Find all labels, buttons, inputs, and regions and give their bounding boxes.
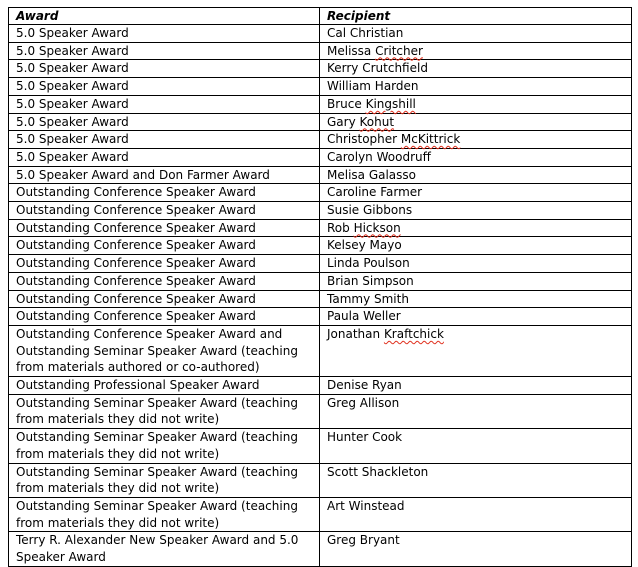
recipient-cell: Brian Simpson xyxy=(320,272,632,290)
award-cell: Outstanding Conference Speaker Award xyxy=(9,308,320,326)
award-cell: Outstanding Conference Speaker Award xyxy=(9,184,320,202)
spellcheck-underline: Kohut xyxy=(359,114,395,129)
award-cell: Outstanding Conference Speaker Award xyxy=(9,290,320,308)
table-row xyxy=(9,394,632,428)
table-row xyxy=(9,78,632,96)
table-row xyxy=(9,202,632,220)
award-cell: Outstanding Conference Speaker Award xyxy=(9,219,320,237)
spellcheck-underline: McKittrick xyxy=(400,132,461,147)
recipient-cell: Melissa Critcher xyxy=(320,42,632,60)
table-row xyxy=(9,325,632,376)
spellcheck-underline: Hickson xyxy=(353,220,401,235)
recipient-cell: Kerry Crutchfield xyxy=(320,60,632,78)
awards-table xyxy=(8,7,632,567)
award-cell: 5.0 Speaker Award xyxy=(9,113,320,131)
recipient-cell: Cal Christian xyxy=(320,25,632,43)
table-row xyxy=(9,429,632,463)
table-row xyxy=(9,290,632,308)
header-row xyxy=(9,8,632,25)
award-cell: 5.0 Speaker Award xyxy=(9,42,320,60)
recipient-cell: Caroline Farmer xyxy=(320,184,632,202)
award-cell: 5.0 Speaker Award and Don Farmer Award xyxy=(9,166,320,184)
spellcheck-underline: Critcher xyxy=(375,43,423,58)
award-cell: 5.0 Speaker Award xyxy=(9,148,320,166)
table-row xyxy=(9,532,632,566)
table-row xyxy=(9,184,632,202)
table-row xyxy=(9,166,632,184)
recipient-cell: Hunter Cook xyxy=(320,429,632,463)
table-row xyxy=(9,377,632,395)
award-cell: 5.0 Speaker Award xyxy=(9,131,320,149)
table-row xyxy=(9,237,632,255)
recipient-cell: Jonathan Kraftchick xyxy=(320,325,632,376)
recipient-cell: Christopher McKittrick xyxy=(320,131,632,149)
award-cell: Outstanding Professional Speaker Award xyxy=(9,377,320,395)
award-cell: Outstanding Seminar Speaker Award (teaching from materials they did not write) xyxy=(9,394,320,428)
table-row xyxy=(9,497,632,531)
recipient-cell: Scott Shackleton xyxy=(320,463,632,497)
recipient-cell: Bruce Kingshill xyxy=(320,95,632,113)
recipient-cell: Carolyn Woodruff xyxy=(320,148,632,166)
award-cell: Terry R. Alexander New Speaker Award and 5.0 Speaker Award xyxy=(9,532,320,566)
recipient-cell: Melisa Galasso xyxy=(320,166,632,184)
table-row xyxy=(9,113,632,131)
recipient-cell: Art Winstead xyxy=(320,497,632,531)
recipient-cell: William Harden xyxy=(320,78,632,96)
table-row xyxy=(9,131,632,149)
table-row xyxy=(9,463,632,497)
recipient-cell: Denise Ryan xyxy=(320,377,632,395)
recipient-cell: Gary Kohut xyxy=(320,113,632,131)
recipient-cell: Paula Weller xyxy=(320,308,632,326)
award-cell: 5.0 Speaker Award xyxy=(9,60,320,78)
recipient-cell: Susie Gibbons xyxy=(320,202,632,220)
table-row xyxy=(9,42,632,60)
award-cell: Outstanding Conference Speaker Award and Outstanding Seminar Speaker Award (teaching from materials authored or co-authored) xyxy=(9,325,320,376)
spellcheck-underline: Kraftchick xyxy=(383,326,444,341)
recipient-cell: Linda Poulson xyxy=(320,255,632,273)
award-cell: 5.0 Speaker Award xyxy=(9,78,320,96)
award-cell: Outstanding Conference Speaker Award xyxy=(9,272,320,290)
recipient-column-header: Recipient xyxy=(320,8,632,25)
table-row xyxy=(9,308,632,326)
table-row xyxy=(9,255,632,273)
recipient-cell: Greg Bryant xyxy=(320,532,632,566)
table-row xyxy=(9,60,632,78)
award-cell: 5.0 Speaker Award xyxy=(9,25,320,43)
recipient-cell: Kelsey Mayo xyxy=(320,237,632,255)
award-cell: Outstanding Conference Speaker Award xyxy=(9,237,320,255)
recipient-cell: Rob Hickson xyxy=(320,219,632,237)
table-row xyxy=(9,272,632,290)
recipient-cell: Tammy Smith xyxy=(320,290,632,308)
recipient-cell: Greg Allison xyxy=(320,394,632,428)
table-row xyxy=(9,219,632,237)
award-cell: Outstanding Seminar Speaker Award (teaching from materials they did not write) xyxy=(9,463,320,497)
spellcheck-underline: Kingshill xyxy=(365,96,416,111)
award-column-header: Award xyxy=(9,8,320,25)
award-cell: Outstanding Conference Speaker Award xyxy=(9,202,320,220)
table-row xyxy=(9,25,632,43)
award-cell: Outstanding Seminar Speaker Award (teaching from materials they did not write) xyxy=(9,497,320,531)
table-row xyxy=(9,95,632,113)
award-cell: Outstanding Conference Speaker Award xyxy=(9,255,320,273)
award-cell: Outstanding Seminar Speaker Award (teaching from materials they did not write) xyxy=(9,429,320,463)
table-row xyxy=(9,148,632,166)
award-cell: 5.0 Speaker Award xyxy=(9,95,320,113)
